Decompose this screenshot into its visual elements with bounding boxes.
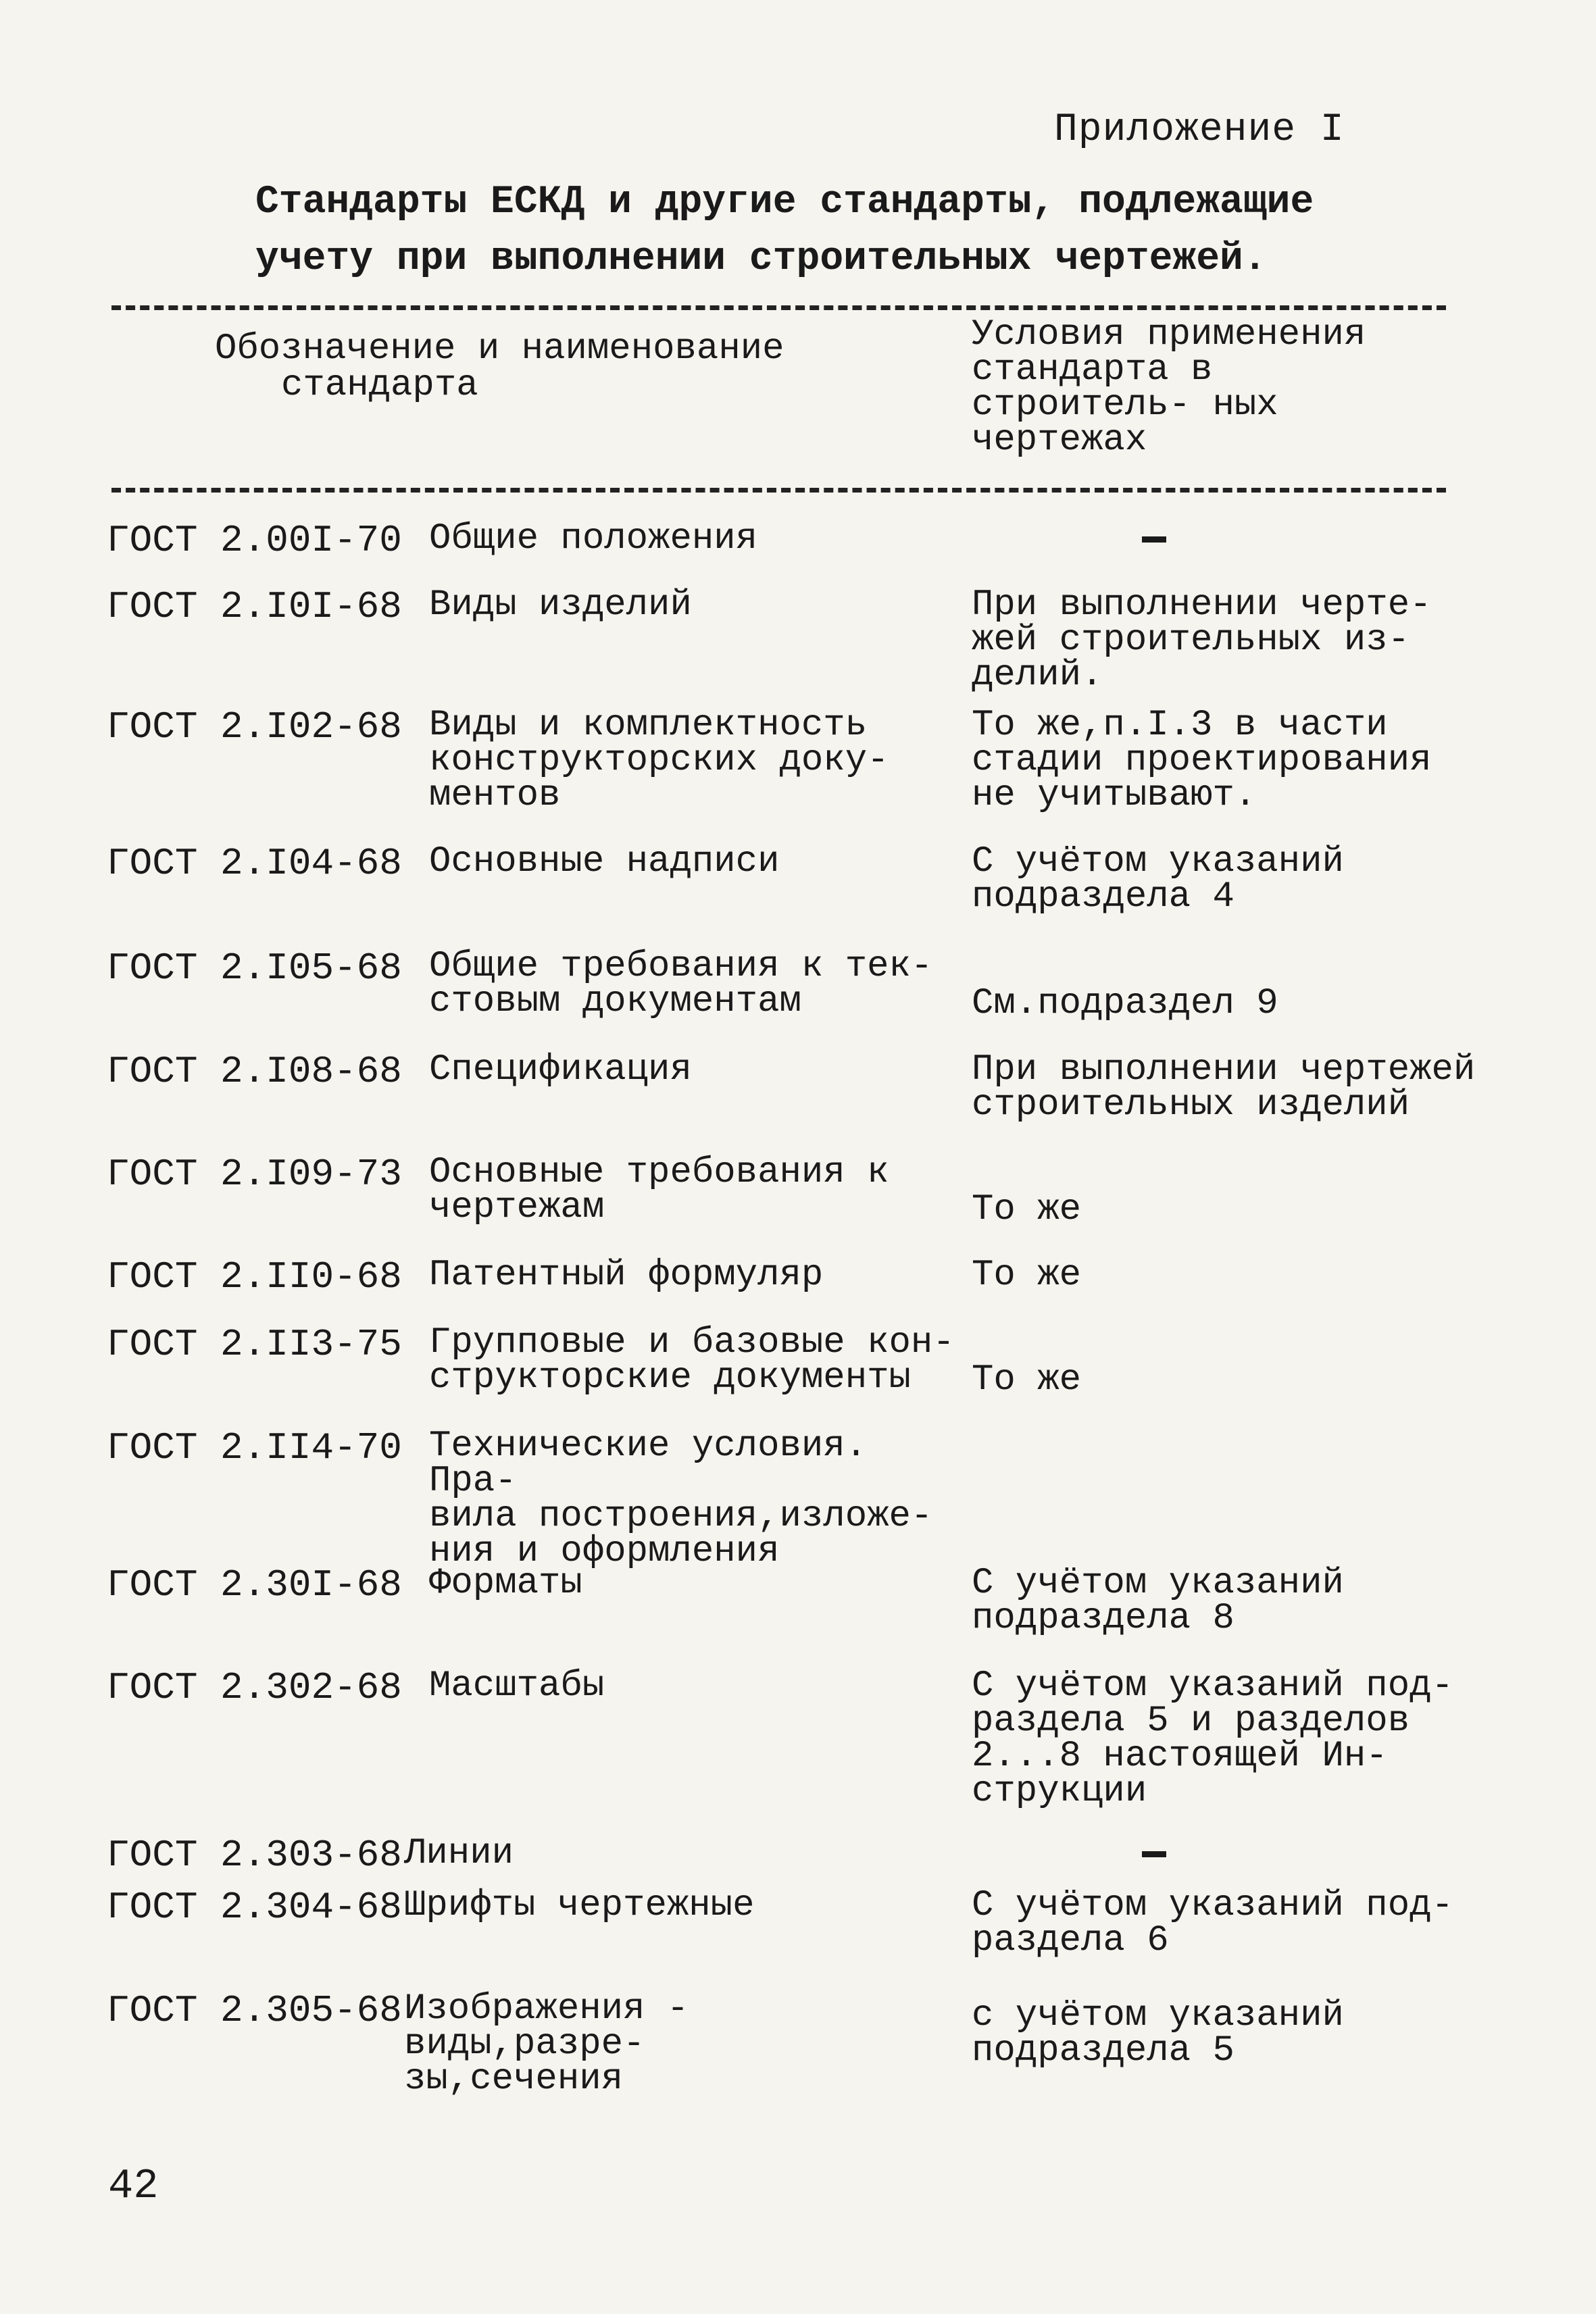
column-header-designation	[215, 328, 823, 406]
standard-name: Шрифты чертежные	[404, 1885, 755, 1926]
standard-condition: См.подраздел 9	[972, 983, 1278, 1024]
page-heading: Стандарты ЕСКД и другие стандарты, подлежащие учету при выполнении строительных чертежей.	[255, 180, 1314, 281]
standard-name: Технические условия. Пра- вила построения,изложе- ния и оформления	[429, 1426, 933, 1572]
appendix-label: Приложение I	[1054, 108, 1345, 152]
standard-name: Изображения - виды,разре- зы,сечения	[404, 1988, 689, 2100]
standard-name: Групповые и базовые кон- структорские документы	[429, 1322, 955, 1399]
column-header-conditions: Условия применения стандарта в строитель- ных чертежах	[972, 314, 1366, 461]
standard-code: ГОСТ 2.302-68	[107, 1666, 402, 1709]
standard-condition: С учётом указаний подраздела 8	[972, 1563, 1344, 1639]
standard-condition: При выполнении черте- жей строительных из- делий.	[972, 584, 1432, 696]
standard-code: ГОСТ 2.I05-68	[107, 947, 402, 990]
standard-code: ГОСТ 2.30I-68	[107, 1563, 402, 1607]
standard-condition: С учётом указаний подраздела 4	[972, 841, 1344, 917]
standard-condition: При выполнении чертежей строительных изделий	[972, 1049, 1476, 1126]
condition-dash	[1142, 536, 1166, 543]
standard-code: ГОСТ 2.I02-68	[107, 705, 402, 749]
standard-code: ГОСТ 2.I09-73	[107, 1153, 402, 1196]
standard-code: ГОСТ 2.I04-68	[107, 842, 402, 885]
standard-condition: с учётом указаний подраздела 5	[972, 1995, 1344, 2071]
standard-name: Основные требования к чертежам	[429, 1152, 889, 1228]
standard-name: Спецификация	[429, 1049, 692, 1090]
standard-name: Виды и комплектность конструкторских доку- ментов	[429, 705, 889, 816]
standard-code: ГОСТ 2.II3-75	[107, 1323, 402, 1366]
standard-name: Основные надписи	[429, 841, 780, 882]
standard-condition: То же,п.I.3 в части стадии проектирования не учитывают.	[972, 705, 1432, 816]
standard-name: Форматы	[429, 1563, 582, 1604]
standard-code: ГОСТ 2.305-68	[107, 1989, 402, 2032]
table-top-rule	[111, 305, 1446, 310]
column-header-designation-line1: Обозначение и наименование	[215, 328, 784, 370]
standard-name: Виды изделий	[429, 584, 692, 626]
standard-code: ГОСТ 2.303-68	[107, 1834, 402, 1877]
table-header-rule	[111, 488, 1446, 493]
page-number: 42	[108, 2162, 159, 2210]
standard-code: ГОСТ 2.00I-70	[107, 519, 402, 562]
column-header-designation-line2: стандарта	[281, 365, 478, 406]
standard-code: ГОСТ 2.I0I-68	[107, 585, 402, 628]
standard-name: Линии	[404, 1833, 514, 1874]
standard-code: ГОСТ 2.304-68	[107, 1886, 402, 1929]
standard-condition: С учётом указаний под- раздела 5 и разделов 2...8 настоящей Ин- струкции	[972, 1665, 1453, 1812]
standard-condition: То же	[972, 1359, 1082, 1401]
standard-name: Патентный формуляр	[429, 1255, 824, 1296]
standard-condition: То же	[972, 1255, 1082, 1296]
standard-code: ГОСТ 2.II4-70	[107, 1426, 402, 1469]
standard-code: ГОСТ 2.I08-68	[107, 1050, 402, 1093]
standard-name: Общие требования к тек- стовым документам	[429, 946, 933, 1022]
standard-condition: То же	[972, 1189, 1082, 1230]
standard-name: Общие положения	[429, 518, 758, 559]
standard-condition: С учётом указаний под- раздела 6	[972, 1885, 1453, 1961]
condition-dash	[1142, 1851, 1166, 1857]
standard-name: Масштабы	[429, 1665, 605, 1707]
standard-code: ГОСТ 2.II0-68	[107, 1255, 402, 1299]
